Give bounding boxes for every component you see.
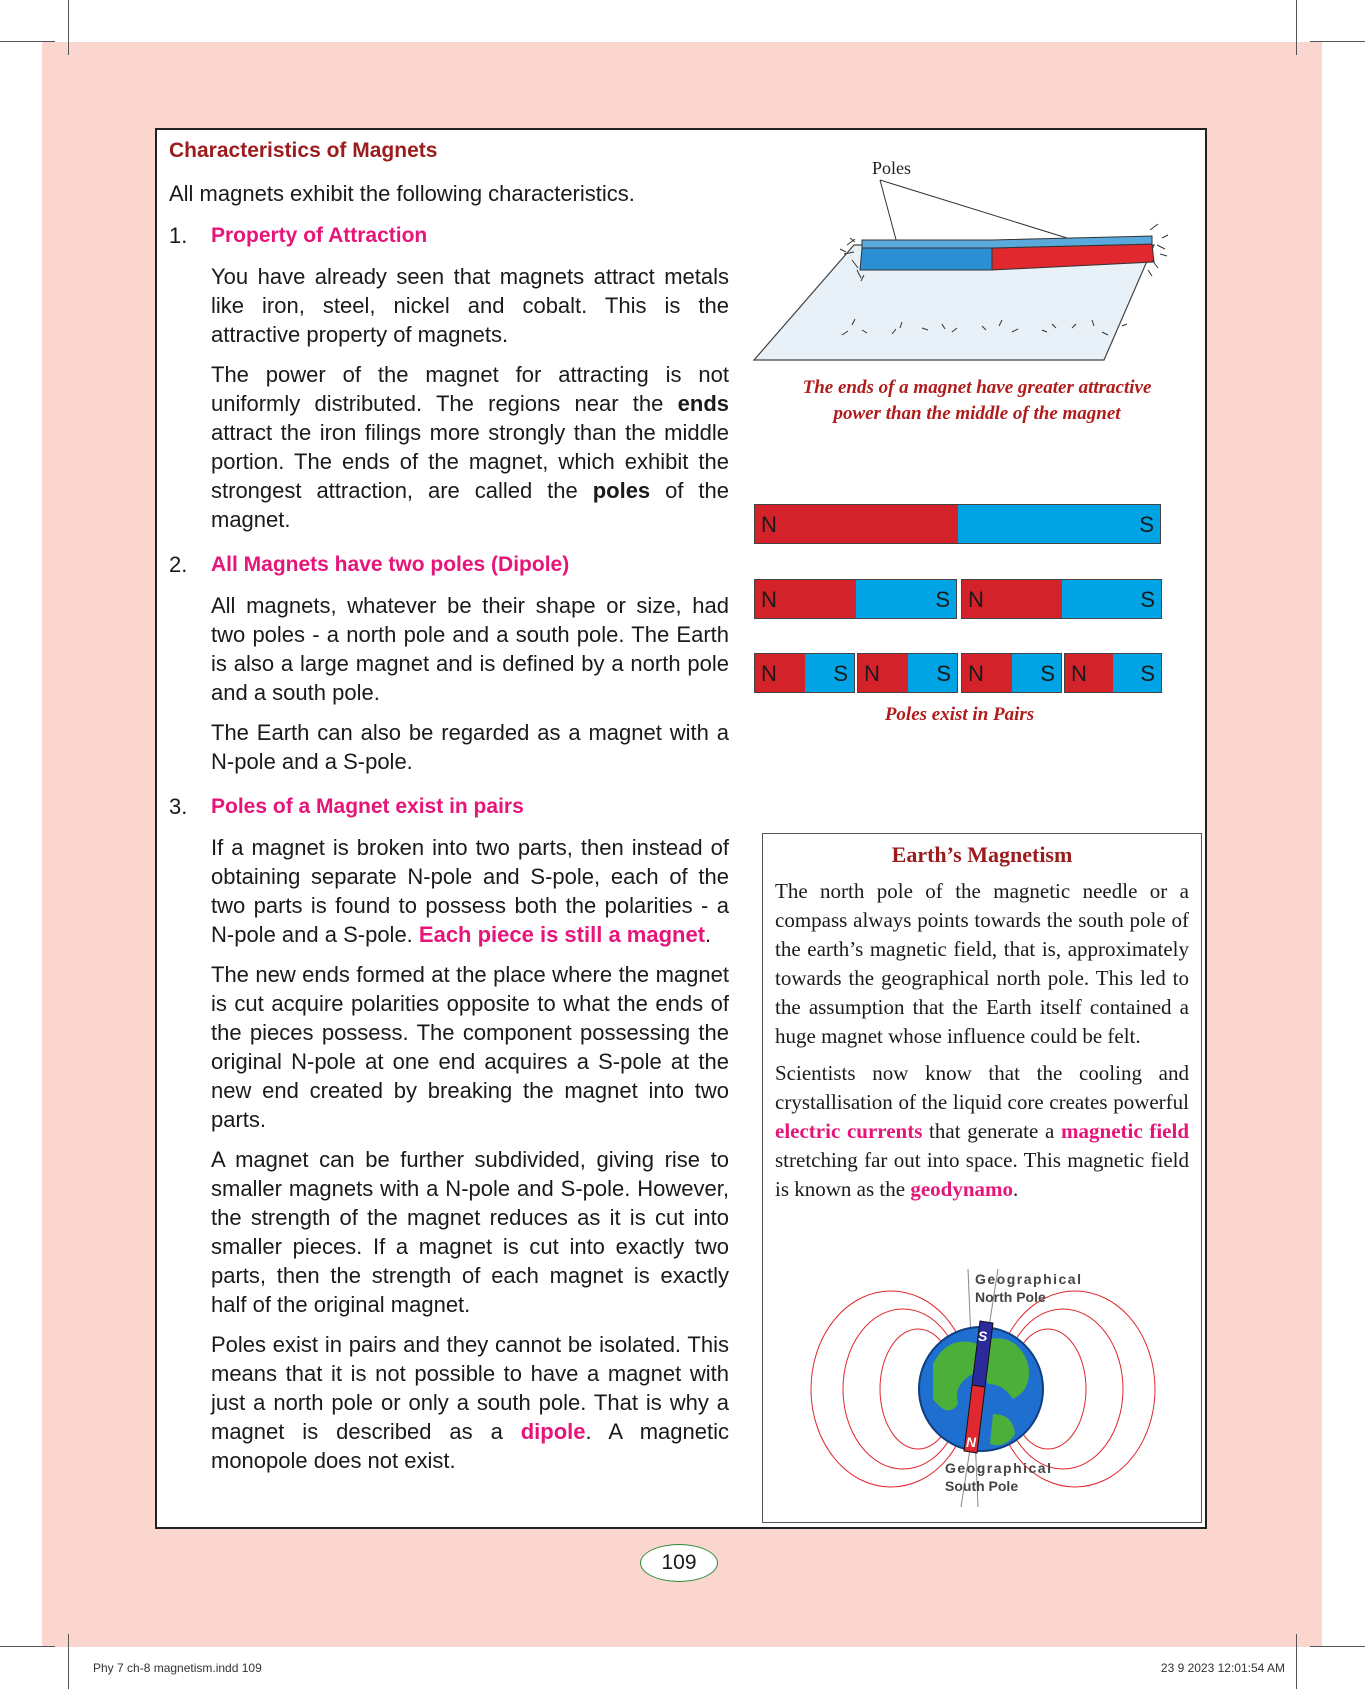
- crop-mark: [1310, 41, 1365, 42]
- south-pole-segment: S: [1012, 654, 1062, 692]
- date-slug: 23 9 2023 12:01:54 AM: [1160, 1661, 1285, 1675]
- keyword-poles: poles: [592, 478, 651, 503]
- earth-box-title: Earth’s Magnetism: [891, 842, 1073, 867]
- crop-mark: [1296, 1634, 1297, 1689]
- geo-south-label-1: Geographical: [945, 1460, 1053, 1476]
- south-pole-segment: S: [1113, 654, 1161, 692]
- earth-magnetism-box: [762, 833, 1202, 1523]
- crop-mark: [0, 1646, 55, 1647]
- earth-paragraph-2: Scientists now know that the cooling and crystallisation of the liquid core creates powerful electric currents that generate a magnetic field stretching far out into space. This magnetic field is known as the geodynamo.: [775, 1061, 1189, 1201]
- item-1-title: Property of Attraction: [211, 224, 428, 247]
- figure-2-caption: Poles exist in Pairs: [884, 704, 1035, 725]
- north-pole-segment: N: [755, 580, 856, 618]
- item-3-paragraph-2: The new ends formed at the place where the magnet is cut acquire polarities opposite to what the ends of the pieces possess. The component possessing the original N-pole at one end acquires a S-pole at the new end created by breaking the magnet into two parts.: [211, 962, 729, 1132]
- south-pole-segment: S: [958, 505, 1161, 543]
- item-2-paragraph-1: All magnets, whatever be their shape or size, had two poles - a north pole and a south pole. The Earth is also a large magnet and is defined by a north pole and a south pole.: [211, 593, 729, 705]
- item-1-paragraph-1: You have already seen that magnets attract metals like iron, steel, nickel and cobalt. This is the attractive property of magnets.: [211, 264, 729, 347]
- poles-label: Poles: [872, 158, 912, 178]
- quarter-magnet-bar: [961, 653, 1062, 693]
- full-magnet-bar: [754, 504, 1161, 544]
- geo-north-label-1: Geographical: [975, 1271, 1083, 1287]
- item-2-title-row: [169, 550, 729, 579]
- half-magnet-bar: [754, 579, 957, 619]
- item-2-paragraph-2: The Earth can also be regarded as a magnet with a N-pole and a S-pole.: [211, 720, 729, 774]
- north-pole-segment: N: [962, 654, 1012, 692]
- geo-south-label-2: South Pole: [945, 1478, 1019, 1494]
- geo-north-label-2: North Pole: [975, 1289, 1046, 1305]
- quarter-magnet-bar: [754, 653, 855, 693]
- magnet-n-label: N: [966, 1434, 977, 1450]
- item-3-title-row: [169, 792, 729, 821]
- quarter-magnet-bar: [1064, 653, 1162, 693]
- item-number: 3.: [169, 794, 188, 819]
- south-pole-segment: S: [805, 654, 855, 692]
- file-slug: Phy 7 ch-8 magnetism.indd 109: [93, 1661, 262, 1675]
- item-number: 1.: [169, 223, 188, 248]
- page-number: 109: [640, 1544, 718, 1582]
- north-pole-segment: N: [755, 505, 958, 543]
- item-2-title: All Magnets have two poles (Dipole): [211, 553, 570, 576]
- section-heading: Characteristics of Magnets: [169, 139, 438, 162]
- north-pole-segment: N: [755, 654, 805, 692]
- main-text-column: [169, 136, 729, 1486]
- keyword-magnetic-field: magnetic field: [1061, 1119, 1189, 1143]
- item-3-paragraph-1: If a magnet is broken into two parts, then instead of obtaining separate N-pole and S-pole, each of the two parts is found to possess both the polarities - a N-pole and a S-pole. Each piece is still a magnet.: [211, 835, 729, 947]
- keyword-ends: ends: [677, 391, 729, 416]
- north-pole-segment: N: [962, 580, 1062, 618]
- keyword-electric-currents: electric currents: [775, 1119, 923, 1143]
- crop-mark: [1296, 0, 1297, 55]
- north-pole-segment: N: [858, 654, 908, 692]
- half-magnet-bar: [961, 579, 1162, 619]
- crop-mark: [1310, 1646, 1365, 1647]
- keyword-each-piece: Each piece is still a magnet: [418, 922, 706, 947]
- item-1-title-row: [169, 221, 729, 250]
- quarter-magnet-bar: [857, 653, 958, 693]
- crop-mark: [0, 41, 55, 42]
- keyword-dipole: dipole: [520, 1419, 586, 1444]
- figure-1-caption: The ends of a magnet have greater attractive power than the middle of the magnet: [802, 377, 1152, 424]
- item-3-paragraph-3: A magnet can be further subdivided, giving rise to smaller magnets with a N-pole and S-pole. However, the strength of the magnet reduces as it is cut into smaller pieces. If a magnet is cut into exactly two parts, then the strength of each magnet is exactly half of the original magnet.: [211, 1147, 729, 1317]
- crop-mark: [68, 0, 69, 55]
- south-pole-segment: S: [1062, 580, 1162, 618]
- earth-paragraph-1: The north pole of the magnetic needle or a compass always points towards the south pole of the earth’s magnetic field, that is, approximately towards the geographical north pole. This led to the assumption that the Earth itself contained a huge magnet whose influence could be felt.: [775, 879, 1189, 1048]
- item-1-paragraph-2: The power of the magnet for attracting is not uniformly distributed. The regions near the ends attract the iron filings more strongly than the middle portion. The ends of the magnet, which exhibit the strongest attraction, are called the poles of the magnet.: [211, 362, 729, 532]
- magnet-s-label: S: [978, 1328, 988, 1344]
- magnet-filings-figure: [752, 150, 1202, 380]
- keyword-geodynamo: geodynamo: [910, 1177, 1014, 1201]
- item-3-title: Poles of a Magnet exist in pairs: [211, 795, 524, 818]
- magnet-blue-half: [860, 248, 992, 270]
- content-frame: [155, 128, 1207, 1529]
- intro-text: All magnets exhibit the following characteristics.: [169, 181, 635, 206]
- item-number: 2.: [169, 552, 188, 577]
- south-pole-segment: S: [908, 654, 958, 692]
- south-pole-segment: S: [856, 580, 957, 618]
- earth-field-diagram: [803, 1269, 1163, 1509]
- item-3-paragraph-4: Poles exist in pairs and they cannot be isolated. This means that it is not possible to have a magnet with just a north pole or only a south pole. That is why a magnet is described as a dipole. A magnetic monopole does not exist.: [211, 1332, 729, 1473]
- crop-mark: [68, 1634, 69, 1689]
- north-pole-segment: N: [1065, 654, 1113, 692]
